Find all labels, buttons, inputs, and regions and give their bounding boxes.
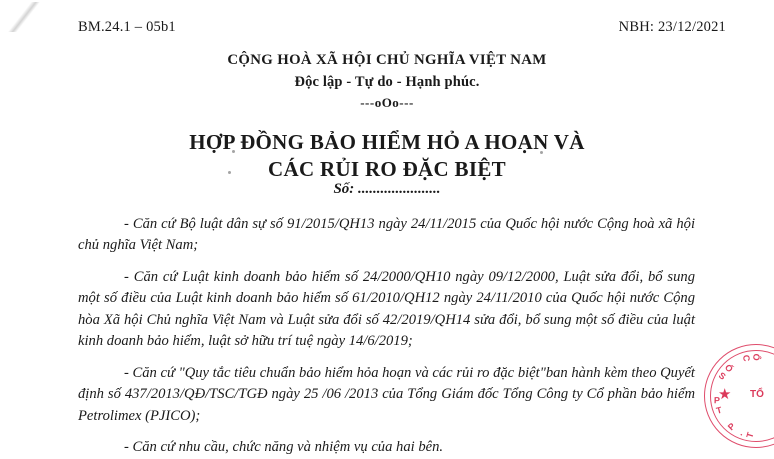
scan-artifact [2,2,48,32]
preamble-paragraph: - Căn cứ Luật kinh doanh bảo hiểm số 24/2000/QH10 ngày 09/12/2000, Luật sửa đổi, bổ sung một số điều của Luật kinh doanh bảo hiểm số 61/2010/QH12 ngày 24/11/2010 của Quốc hội nước Cộng hòa Xã hội Chủ nghĩa Việt Nam và Luật sửa đổi số 42/2019/QH14 sửa đổi, bổ sung một số điều của luật kinh doanh bảo hiểm, luật sở hữu trí tuệ ngày 14/6/2019; [78,268,695,350]
page-header [78,19,744,36]
title-line-1: HỢP ĐỒNG BẢO HIỂM HỎ A HOẠN VÀ [189,130,585,154]
seal-arc-bottom: T . P T P [713,395,756,440]
issue-date-label: NBH: 23/12/2021 [618,19,726,35]
contract-number-line: Số: ...................... [333,181,441,197]
national-motto: Độc lập - Tự do - Hạnh phúc. [294,74,480,90]
seal-star-icon: ★ [718,387,732,403]
heading-separator: ---oOo--- [360,95,414,110]
seal-outer-ring [704,344,774,448]
company-seal-stamp [704,344,774,448]
national-heading [0,52,774,111]
preamble-paragraph: - Căn cứ nhu cầu, chức năng và nhiệm vụ của hai bên. [124,438,444,455]
form-code: BM.24.1 – 05b1 [78,19,176,35]
title-line-2: CÁC RỦI RO ĐẶC BIỆT [268,157,506,182]
seal-center-text: TỔ [750,389,764,400]
seal-inner-ring [710,350,774,442]
page-title [0,129,774,184]
seal-arc-top: S Ố C Ô [716,353,762,382]
national-name: CỘNG HOÀ XÃ HỘI CHỦ NGHĨA VIỆT NAM [227,52,547,68]
preamble-paragraph: - Căn cứ "Quy tắc tiêu chuẩn bảo hiểm hỏa hoạn và các rủi ro đặc biệt"ban hành kèm theo Quyết định số 437/2013/QĐ/TSC/TGĐ ngày 25 /06 /2013 của Tổng Giám đốc Tổng Công ty Cổ phần bảo hiểm Petrolimex (PJICO); [78,364,695,424]
preamble-body [78,214,695,458]
preamble-paragraph: - Căn cứ Bộ luật dân sự số 91/2015/QH13 ngày 24/11/2015 của Quốc hội nước Cộng hoà xã hội chủ nghĩa Việt Nam; [78,216,695,254]
